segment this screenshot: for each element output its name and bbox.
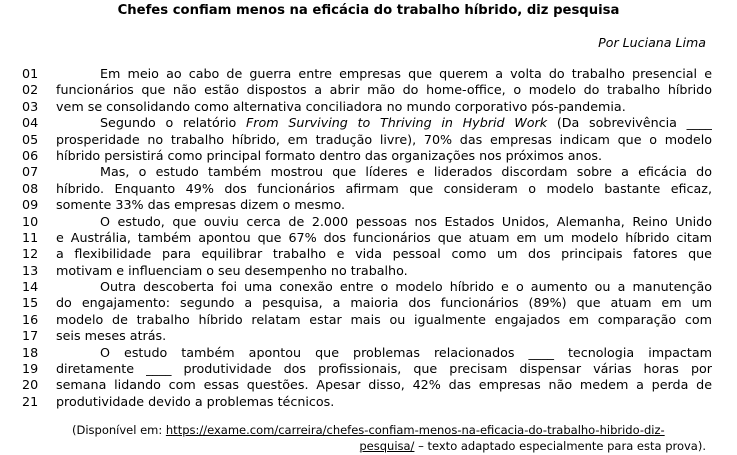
line-text: Outra descoberta foi uma conexão entre o modelo híbrido e o aumento ou a manutenção bbox=[100, 279, 712, 295]
text-line bbox=[22, 246, 712, 262]
line-text: semana lidando com essas questões. Apesar disso, 42% das empresas não medem a perda de bbox=[56, 377, 712, 393]
text-line bbox=[22, 99, 712, 115]
text-line bbox=[22, 148, 712, 164]
line-number: 21 bbox=[22, 393, 39, 409]
numbered-text-body bbox=[22, 66, 712, 410]
line-text: e Austrália, também apontou que 67% dos funcionários que atuam em um modelo híbrido citam bbox=[56, 229, 712, 245]
text-line bbox=[22, 312, 712, 328]
article-title: Chefes confiam menos na eficácia do trabalho híbrido, diz pesquisa bbox=[117, 3, 620, 18]
line-text: do engajamento: segundo a pesquisa, a maioria dos funcionários (89%) que atuam em um bbox=[56, 295, 712, 311]
text-line bbox=[22, 279, 712, 295]
line-text: funcionários que não estão dispostos a abrir mão do home-office, o modelo do trabalho híbrido bbox=[56, 82, 712, 98]
text-line bbox=[22, 230, 712, 246]
line-text: motivam e influenciam o seu desempenho no trabalho. bbox=[56, 262, 408, 278]
text-line bbox=[22, 115, 712, 131]
text-line bbox=[22, 263, 712, 279]
line-text: a flexibilidade para equilibrar trabalho e vida pessoal como um dos principais fatores que bbox=[56, 246, 712, 262]
text-line bbox=[22, 361, 712, 377]
line-number: 11 bbox=[22, 229, 39, 245]
text-line bbox=[22, 132, 712, 148]
line-text: híbrido persistirá como principal formato dentro das organizações nos próximos anos. bbox=[56, 147, 602, 163]
line-text: somente 33% das empresas dizem o mesmo. bbox=[56, 197, 346, 213]
line-number: 18 bbox=[22, 344, 39, 360]
author-byline: Por Luciana Lima bbox=[598, 35, 706, 50]
line-text: Em meio ao cabo de guerra entre empresas que querem a volta do trabalho presencial e bbox=[100, 66, 712, 81]
line-number: 16 bbox=[22, 311, 39, 327]
line-text: modelo de trabalho híbrido relatam estar mais ou igualmente engajados em comparação com bbox=[56, 311, 712, 327]
line-text-part: (Da sobrevivência ____ bbox=[547, 115, 712, 131]
line-text: produtividade devido a problemas técnicos. bbox=[56, 393, 335, 409]
line-number: 09 bbox=[22, 197, 39, 213]
line-number: 04 bbox=[22, 115, 39, 131]
line-text: diretamente ____ produtividade dos profissionais, que precisam dispensar várias horas por bbox=[56, 361, 712, 377]
line-text: O estudo também apontou que problemas relacionados ____ tecnologia impactam bbox=[100, 344, 712, 360]
text-line bbox=[22, 328, 712, 344]
source-citation bbox=[72, 422, 706, 454]
source-prefix: (Disponível em: bbox=[72, 423, 166, 437]
line-number: 06 bbox=[22, 147, 39, 163]
text-line bbox=[22, 82, 712, 98]
line-number: 20 bbox=[22, 377, 39, 393]
line-text: Mas, o estudo também mostrou que líderes e liderados discordam sobre a eficácia do bbox=[100, 164, 712, 180]
source-link[interactable]: https://exame.com/carreira/chefes-confiam-menos-na-eficacia-do-trabalho-hibrido-diz- bbox=[165, 423, 665, 437]
line-number: 08 bbox=[22, 180, 39, 196]
line-text bbox=[56, 115, 712, 131]
line-text: seis meses atrás. bbox=[56, 328, 167, 344]
text-line bbox=[22, 197, 712, 213]
line-text-part: Segundo o relatório bbox=[100, 115, 246, 131]
text-line bbox=[22, 214, 712, 230]
line-number: 19 bbox=[22, 361, 39, 377]
text-line bbox=[22, 66, 712, 82]
text-line bbox=[22, 295, 712, 311]
line-text: O estudo, que ouviu cerca de 2.000 pessoas nos Estados Unidos, Alemanha, Reino Unido bbox=[100, 213, 712, 229]
line-text: prosperidade no trabalho híbrido, em tradução livre), 70% das empresas indicam que o modelo bbox=[56, 131, 712, 147]
line-number: 15 bbox=[22, 295, 39, 311]
line-number: 07 bbox=[22, 164, 39, 180]
line-number: 14 bbox=[22, 279, 39, 295]
source-link-continued[interactable]: pesquisa/ bbox=[359, 439, 415, 453]
line-number: 12 bbox=[22, 246, 39, 262]
line-text: híbrido. Enquanto 49% dos funcionários afirmam que consideram o modelo bastante eficaz, bbox=[56, 180, 712, 196]
line-number: 03 bbox=[22, 98, 39, 114]
line-number: 13 bbox=[22, 262, 39, 278]
text-line bbox=[22, 394, 712, 410]
line-number: 05 bbox=[22, 131, 39, 147]
line-number: 01 bbox=[22, 66, 39, 81]
line-number: 10 bbox=[22, 213, 39, 229]
text-line bbox=[22, 181, 712, 197]
source-suffix: – texto adaptado especialmente para esta prova). bbox=[414, 439, 706, 453]
line-number: 02 bbox=[22, 82, 39, 98]
text-line bbox=[22, 164, 712, 180]
line-number: 17 bbox=[22, 328, 39, 344]
report-title: From Surviving to Thriving in Hybrid Work bbox=[246, 115, 548, 131]
text-line bbox=[22, 345, 712, 361]
line-text: vem se consolidando como alternativa conciliadora no mundo corporativo pós-pandemia. bbox=[56, 98, 626, 114]
text-line bbox=[22, 377, 712, 393]
